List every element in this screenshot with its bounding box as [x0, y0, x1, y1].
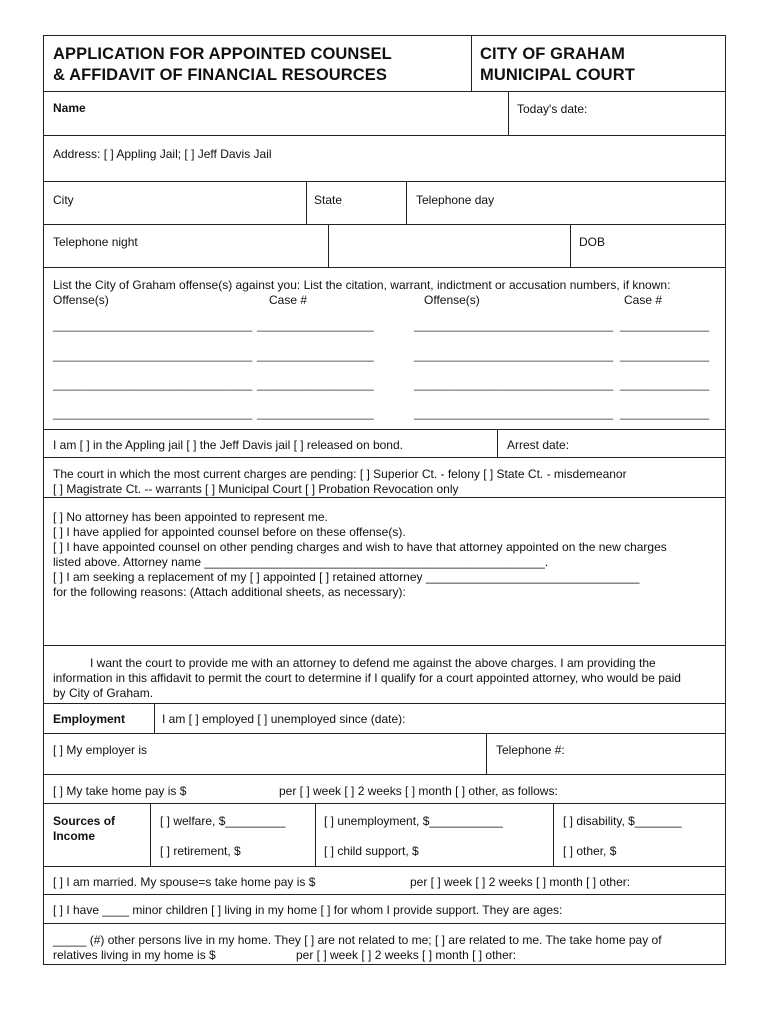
take-home-pay-row[interactable]	[44, 775, 725, 804]
retirement-option[interactable]: [ ] retirement, $	[160, 844, 241, 858]
employer-label: [ ] My employer is	[53, 743, 148, 757]
affidavit-line3: by City of Graham.	[53, 686, 154, 700]
employment-label: Employment	[53, 712, 126, 726]
case-blank[interactable]: _________________	[257, 377, 374, 391]
offense-blank[interactable]: _____________________________	[53, 348, 253, 362]
telephone-night-row	[44, 225, 725, 268]
children-option[interactable]: [ ] I have ____ minor children [ ] living in my home [ ] for whom I provide support. They are ages:	[53, 903, 563, 917]
offense-blank[interactable]: _____________________________	[53, 406, 253, 420]
state-label: State	[314, 193, 343, 207]
offense-blank[interactable]: _____________________________	[414, 406, 614, 420]
pay-period-options[interactable]: per [ ] week [ ] 2 weeks [ ] month [ ] other, as follows:	[279, 784, 558, 798]
disability-option[interactable]: [ ] disability, $_______	[563, 814, 682, 828]
case-blank[interactable]: _________________	[257, 348, 374, 362]
married-row[interactable]	[44, 867, 725, 895]
case-column-header-1: Case #	[269, 293, 308, 307]
offense-blank[interactable]: _____________________________	[53, 377, 253, 391]
form-title-line1: APPLICATION FOR APPOINTED COUNSEL	[53, 45, 392, 63]
income-label-line1: Sources of	[53, 814, 116, 828]
blank-field[interactable]	[329, 225, 571, 267]
state-field[interactable]	[307, 182, 407, 224]
income-column-1	[151, 804, 316, 866]
employment-status[interactable]: I am [ ] employed [ ] unemployed since (date):	[162, 712, 406, 726]
title-cell	[44, 36, 472, 91]
name-row	[44, 92, 725, 136]
employment-row	[44, 704, 725, 734]
case-blank[interactable]: _____________	[620, 348, 710, 362]
no-attorney-option[interactable]: [ ] No attorney has been appointed to represent me.	[53, 510, 328, 524]
employer-field[interactable]	[44, 734, 487, 774]
employment-label-cell	[44, 704, 155, 733]
offense-blank[interactable]: _____________________________	[53, 318, 253, 332]
address-row[interactable]	[44, 136, 725, 182]
married-option[interactable]: [ ] I am married. My spouse=s take home pay is $	[53, 875, 316, 889]
pending-court-line2: [ ] Magistrate Ct. -- warrants [ ] Municipal Court [ ] Probation Revocation only	[53, 482, 459, 496]
form-title-line2: & AFFIDAVIT OF FINANCIAL RESOURCES	[53, 66, 388, 84]
take-home-pay-label: [ ] My take home pay is $	[53, 784, 187, 798]
offenses-intro: List the City of Graham offense(s) against you: List the citation, warrant, indictment or accusation numbers, if known:	[53, 278, 671, 292]
header-row	[44, 36, 725, 92]
case-column-header-2: Case #	[624, 293, 663, 307]
offense-blank[interactable]: _____________________________	[414, 348, 614, 362]
case-blank[interactable]: _________________	[257, 406, 374, 420]
jail-status-field[interactable]	[44, 430, 498, 457]
income-sources-row	[44, 804, 725, 867]
dob-label: DOB	[579, 235, 606, 249]
telephone-night-field[interactable]	[44, 225, 329, 267]
jail-status-text: I am [ ] in the Appling jail [ ] the Jeff Davis jail [ ] released on bond.	[53, 438, 403, 452]
affidavit-line2: information in this affidavit to permit the court to determine if I qualify for a court appointed attorney, who would be paid	[53, 671, 681, 685]
applied-before-option[interactable]: [ ] I have applied for appointed counsel before on these offense(s).	[53, 525, 406, 539]
other-persons-line1[interactable]: _____ (#) other persons live in my home. They [ ] are not related to me; [ ] are related to me. The take home pay of	[53, 933, 662, 947]
employer-row	[44, 734, 725, 775]
todays-date-label: Today's date:	[517, 102, 588, 116]
child-support-option[interactable]: [ ] child support, $	[324, 844, 419, 858]
other-persons-row[interactable]	[44, 924, 725, 964]
income-column-2	[316, 804, 554, 866]
telephone-night-label: Telephone night	[53, 235, 138, 249]
income-label-cell	[44, 804, 151, 866]
court-name-line2: MUNICIPAL COURT	[480, 66, 635, 84]
offense-column-header-1: Offense(s)	[53, 293, 109, 307]
name-label: Name	[53, 101, 86, 115]
court-name-line1: CITY OF GRAHAM	[480, 45, 626, 63]
spouse-pay-period-options[interactable]: per [ ] week [ ] 2 weeks [ ] month [ ] other:	[410, 875, 631, 889]
pending-court-row[interactable]	[44, 458, 725, 498]
city-row	[44, 182, 725, 225]
welfare-option[interactable]: [ ] welfare, $_________	[160, 814, 286, 828]
case-blank[interactable]: _____________	[620, 406, 710, 420]
case-blank[interactable]: _____________	[620, 377, 710, 391]
relatives-pay-label: relatives living in my home is $	[53, 948, 216, 962]
reasons-label: for the following reasons: (Attach additional sheets, as necessary):	[53, 585, 406, 599]
unemployment-option[interactable]: [ ] unemployment, $___________	[324, 814, 503, 828]
arrest-date-label: Arrest date:	[507, 438, 570, 452]
children-row[interactable]	[44, 895, 725, 924]
income-label-line2: Income	[53, 829, 96, 843]
other-income-option[interactable]: [ ] other, $	[563, 844, 617, 858]
attorney-name-field[interactable]: listed above. Attorney name ___________________________________________________.	[53, 555, 549, 569]
address-label: Address: [ ] Appling Jail; [ ] Jeff Davis Jail	[53, 147, 272, 161]
affidavit-statement	[44, 646, 725, 704]
offense-blank[interactable]: _____________________________	[414, 377, 614, 391]
case-blank[interactable]: _____________	[620, 318, 710, 332]
case-blank[interactable]: _________________	[257, 318, 374, 332]
existing-counsel-option[interactable]: [ ] I have appointed counsel on other pending charges and wish to have that attorney appointed on the new charges	[53, 540, 667, 554]
affidavit-line1: I want the court to provide me with an attorney to defend me against the above charges. I am providing the	[90, 656, 656, 670]
pending-court-line1: The court in which the most current charges are pending: [ ] Superior Ct. - felony [ ] State Ct. - misdemeanor	[53, 467, 627, 481]
offense-column-header-2: Offense(s)	[424, 293, 480, 307]
name-field[interactable]	[44, 92, 509, 135]
city-label: City	[53, 193, 74, 207]
attorney-section[interactable]	[44, 498, 725, 646]
employer-telephone-label: Telephone #:	[496, 743, 565, 757]
city-field[interactable]	[44, 182, 307, 224]
offenses-section	[44, 268, 725, 430]
relatives-pay-period-options[interactable]: per [ ] week [ ] 2 weeks [ ] month [ ] other:	[296, 948, 517, 962]
jail-status-row	[44, 430, 725, 458]
offense-blank[interactable]: _____________________________	[414, 318, 614, 332]
replacement-option[interactable]: [ ] I am seeking a replacement of my [ ] appointed [ ] retained attorney ________________________________	[53, 570, 640, 584]
telephone-day-label: Telephone day	[416, 193, 495, 207]
application-form	[43, 35, 726, 965]
